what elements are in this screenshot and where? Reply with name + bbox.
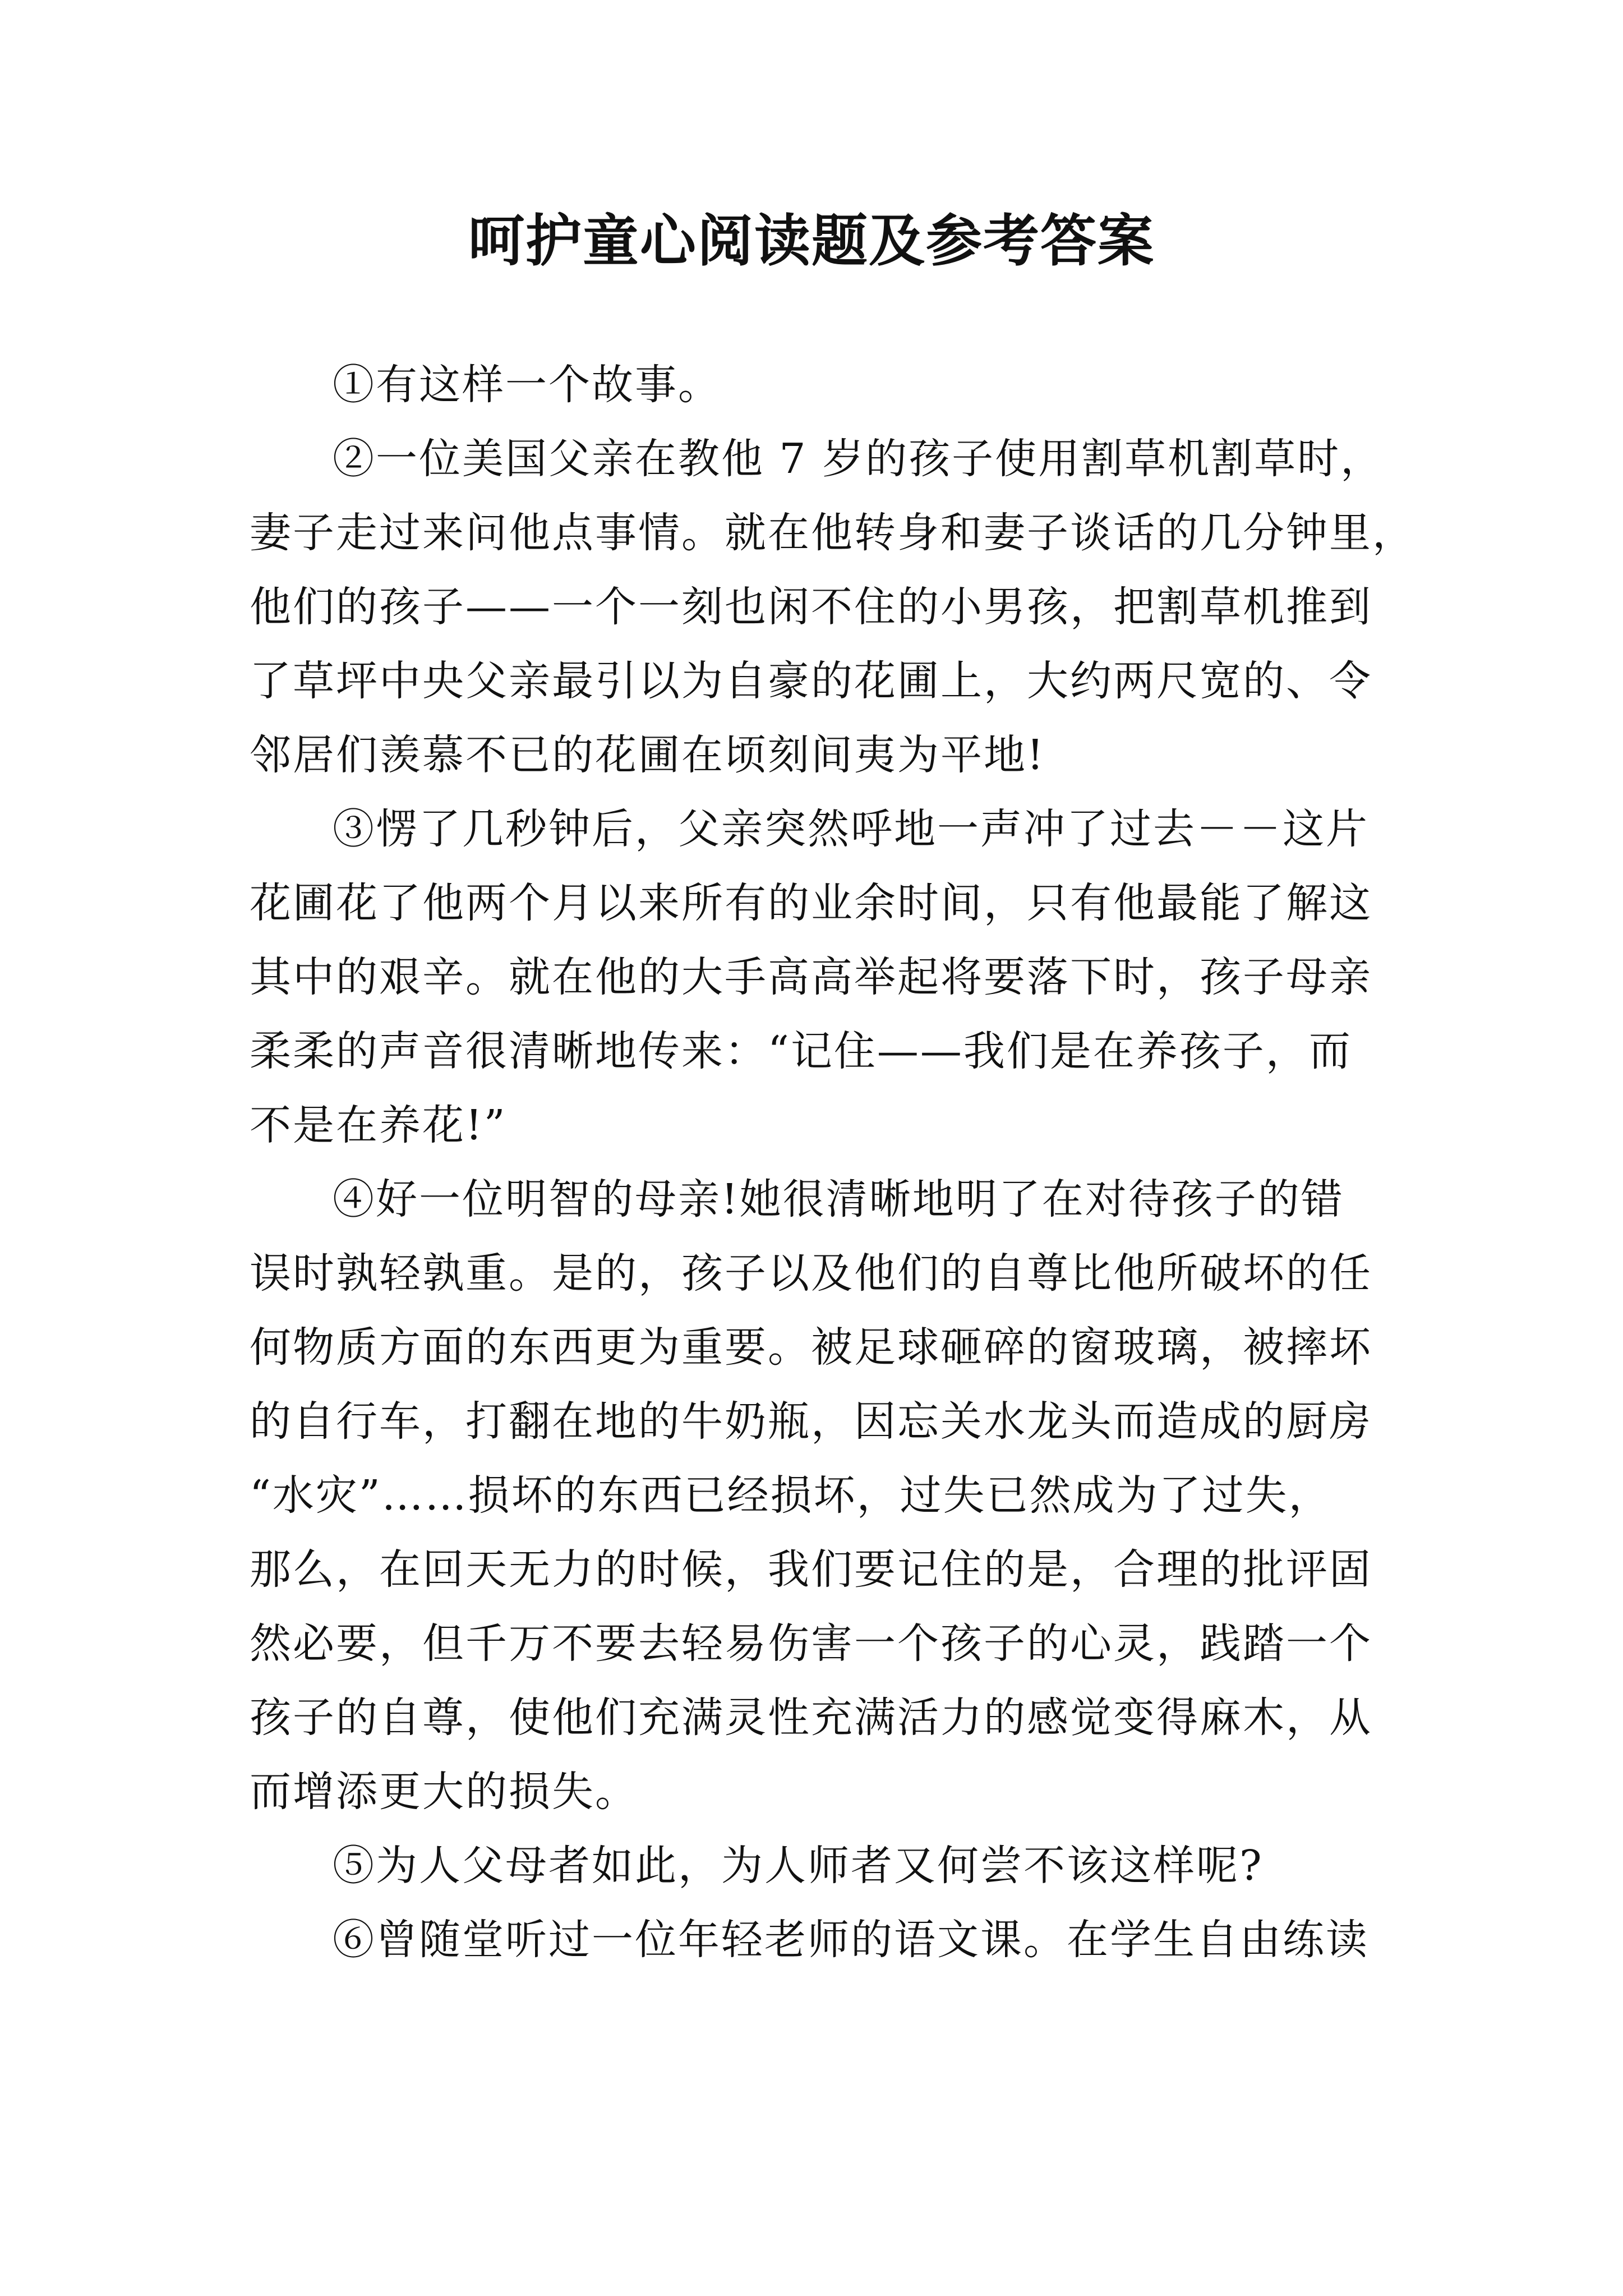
text-line: 了草坪中央父亲最引以为自豪的花圃上，大约两尺宽的、令 <box>250 657 1372 705</box>
text-line: 柔柔的声音很清晰地传来：“记住——我们是在养孩子，而 <box>250 1027 1352 1075</box>
text-line: 何物质方面的东西更为重要。被足球砸碎的窗玻璃，被摔坏 <box>250 1323 1372 1372</box>
text-line: 其中的艰辛。就在他的大手高高举起将要落下时，孩子母亲 <box>250 953 1372 1001</box>
text-line: 孩子的自尊，使他们充满灵性充满活力的感觉变得麻木，从 <box>250 1694 1372 1742</box>
text-line: ⑥曾随堂听过一位年轻老师的语文课。在学生自由练读 <box>333 1916 1369 1964</box>
text-line: 花圃花了他两个月以来所有的业余时间，只有他最能了解这 <box>250 879 1372 927</box>
text-line: 不是在养花!” <box>250 1101 507 1149</box>
document-body <box>250 348 1415 1977</box>
text-line: 那么，在回天无力的时候，我们要记住的是，合理的批评固 <box>250 1545 1372 1594</box>
text-line: ③愣了几秒钟后，父亲突然呼地一声冲了过去－－这片 <box>333 805 1369 853</box>
text-line: 他们的孩子——一个一刻也闲不住的小男孩，把割草机推到 <box>250 583 1372 631</box>
document-title: 呵护童心阅读题及参考答案 <box>468 208 1155 274</box>
text-line: ②一位美国父亲在教他 7 岁的孩子使用割草机割草时， <box>333 435 1384 483</box>
text-line: ①有这样一个故事。 <box>333 361 721 409</box>
text-line: ⑤为人父母者如此，为人师者又何尝不该这样呢? <box>333 1842 1264 1890</box>
text-line: 妻子走过来问他点事情。就在他转身和妻子谈话的几分钟里， <box>250 509 1415 557</box>
text-line: 然必要，但千万不要去轻易伤害一个孩子的心灵，践踏一个 <box>250 1619 1372 1668</box>
text-line: 的自行车，打翻在地的牛奶瓶，因忘关水龙头而造成的厨房 <box>250 1397 1372 1446</box>
text-line: 而增添更大的损失。 <box>250 1768 638 1816</box>
text-line: “水灾”……损坏的东西已经损坏，过失已然成为了过失， <box>250 1471 1332 1520</box>
text-line: 邻居们羡慕不已的花圃在顷刻间夷为平地! <box>250 731 1045 779</box>
text-line: ④好一位明智的母亲!她很清晰地明了在对待孩子的错 <box>333 1175 1344 1223</box>
text-line: 误时孰轻孰重。是的，孩子以及他们的自尊比他所破坏的任 <box>250 1249 1372 1297</box>
